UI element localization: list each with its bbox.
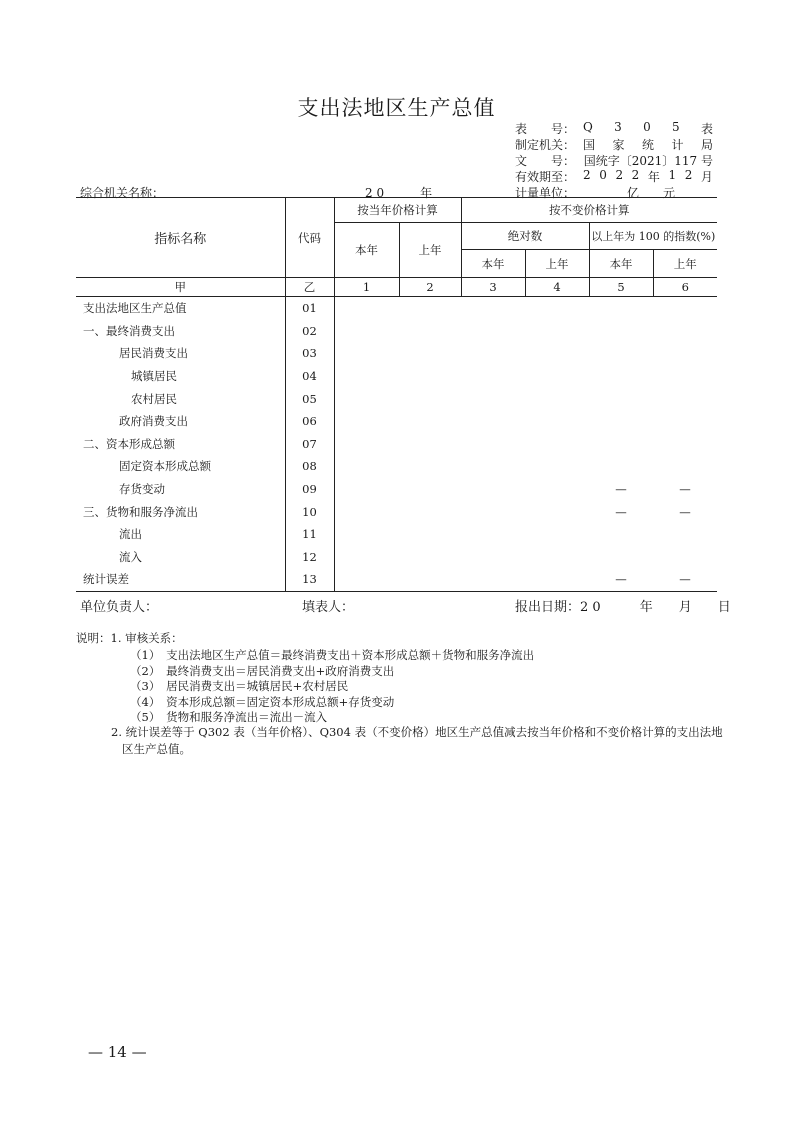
row-value-col-1 xyxy=(334,387,399,410)
valid_value-char: 2 xyxy=(615,168,624,182)
col-num-3: 3 xyxy=(461,278,525,297)
row-value-col-2 xyxy=(399,320,461,343)
row-indicator-name: 流出 xyxy=(119,527,142,542)
row-indicator-name: 政府消费支出 xyxy=(119,414,188,429)
table-row xyxy=(76,478,717,501)
valid-label: 有效期至： xyxy=(515,170,576,184)
unit-label: 计量单位： xyxy=(515,186,576,200)
valid_value-char: 2 xyxy=(631,168,640,182)
agency_value-char: 计 xyxy=(671,138,684,152)
row-code: 01 xyxy=(285,297,334,320)
row-value-col-3 xyxy=(461,387,525,410)
form-no-label: 表 号： xyxy=(515,122,576,136)
meta-agency xyxy=(515,136,713,153)
row-value-col-2 xyxy=(399,500,461,523)
row-value-col-5 xyxy=(589,433,653,456)
notes-items xyxy=(130,647,534,725)
row-code: 05 xyxy=(285,387,334,410)
row-value-col-1 xyxy=(334,320,399,343)
row-value-col-3 xyxy=(461,320,525,343)
report-date-value: 2 0 年 月 日 xyxy=(580,600,731,615)
row-value-col-1 xyxy=(334,297,399,320)
row-value-col-5 xyxy=(589,455,653,478)
agency_value-char: 国 xyxy=(583,138,596,152)
table-row xyxy=(76,546,717,569)
valid_value-char: 2 xyxy=(684,168,693,182)
meta-valid-until xyxy=(515,168,713,185)
table-row xyxy=(76,455,717,478)
row-value-col-1 xyxy=(334,455,399,478)
page-number: — 14 — xyxy=(88,1043,147,1061)
row-code: 11 xyxy=(285,523,334,546)
form_no_value-char: Q xyxy=(583,120,593,134)
row-code: 06 xyxy=(285,410,334,433)
table-row xyxy=(76,320,717,343)
org-name-label: 综合机关名称： xyxy=(80,186,165,200)
row-value-col-6: — xyxy=(679,504,691,519)
row-value-col-5: — xyxy=(615,504,627,519)
row-value-col-4 xyxy=(525,410,589,433)
row-value-col-3 xyxy=(461,546,525,569)
row-indicator-name: 农村居民 xyxy=(131,391,177,406)
report-year: 2 0 年 xyxy=(365,186,433,200)
row-code: 09 xyxy=(285,478,334,501)
row-value-col-4 xyxy=(525,546,589,569)
note-item: （3） 居民消费支出＝城镇居民+农村居民 xyxy=(130,679,349,693)
row-indicator-name: 固定资本形成总额 xyxy=(119,459,211,474)
row-value-col-4 xyxy=(525,342,589,365)
row-value-col-6 xyxy=(653,455,717,478)
header-abs-last-year: 上年 xyxy=(525,250,589,278)
row-value-col-3 xyxy=(461,568,525,591)
table-row xyxy=(76,387,717,410)
row-value-col-2 xyxy=(399,568,461,591)
row-value-col-2 xyxy=(399,523,461,546)
col-num-1: 1 xyxy=(334,278,399,297)
row-value-col-1 xyxy=(334,433,399,456)
row-value-col-2 xyxy=(399,546,461,569)
row-value-col-6: — xyxy=(679,482,691,497)
unit-leader-label: 单位负责人： xyxy=(80,600,159,615)
row-value-col-5: — xyxy=(589,568,653,591)
row-value-col-4 xyxy=(525,500,589,523)
row-code: 07 xyxy=(285,433,334,456)
row-value-col-5 xyxy=(589,546,653,569)
row-value-col-6 xyxy=(653,297,717,320)
header-current-price: 按当年价格计算 xyxy=(334,198,461,223)
agency_value-char: 家 xyxy=(612,138,625,152)
valid_value-char: 0 xyxy=(599,168,607,182)
col-num-4: 4 xyxy=(525,278,589,297)
header-absolute: 绝对数 xyxy=(461,223,589,250)
table-row xyxy=(76,500,717,523)
valid_value-char: 月 xyxy=(700,170,713,184)
row-indicator-name: 三、货物和服务净流出 xyxy=(83,504,198,519)
header-indicator: 指标名称 xyxy=(76,198,285,278)
row-value-col-6 xyxy=(653,433,717,456)
unit-value: 亿 元 xyxy=(627,186,676,200)
row-value-col-3 xyxy=(461,523,525,546)
note-item: （4） 资本形成总额＝固定资本形成总额+存货变动 xyxy=(130,694,395,709)
col-num-jia: 甲 xyxy=(76,278,285,297)
table-row xyxy=(76,365,717,388)
row-value-col-3 xyxy=(461,365,525,388)
row-value-col-6 xyxy=(653,410,717,433)
row-value-col-5 xyxy=(589,320,653,343)
row-value-col-4 xyxy=(525,568,589,591)
meta-form-no xyxy=(515,120,713,137)
agency-label: 制定机关： xyxy=(515,138,576,152)
form_no_value-char: 5 xyxy=(672,120,680,134)
row-code: 02 xyxy=(285,320,334,343)
row-indicator-name: 支出法地区生产总值 xyxy=(83,301,187,316)
row-code: 13 xyxy=(285,568,334,591)
row-value-col-1 xyxy=(334,365,399,388)
row-indicator-name: 一、最终消费支出 xyxy=(83,323,175,338)
row-value-col-5 xyxy=(589,410,653,433)
header-constant-price: 按不变价格计算 xyxy=(461,198,717,223)
row-value-col-3 xyxy=(461,342,525,365)
row-value-col-6 xyxy=(653,546,717,569)
row-indicator-name: 存货变动 xyxy=(119,482,165,497)
row-value-col-5 xyxy=(589,523,653,546)
row-value-col-4 xyxy=(525,478,589,501)
row-value-col-2 xyxy=(399,342,461,365)
header-abs-this-year: 本年 xyxy=(461,250,525,278)
column-number-row xyxy=(76,278,717,297)
row-value-col-3 xyxy=(461,433,525,456)
row-indicator-name: 统计误差 xyxy=(76,568,285,591)
note-item: （1） 支出法地区生产总值＝最终消费支出＋资本形成总额＋货物和服务净流出 xyxy=(130,648,535,662)
meta-doc-no xyxy=(515,152,713,169)
agency_value-char: 局 xyxy=(700,138,713,152)
row-value-col-2 xyxy=(399,410,461,433)
filler-label: 填表人： xyxy=(302,600,355,615)
table-row xyxy=(76,523,717,546)
col-num-2: 2 xyxy=(399,278,461,297)
row-value-col-5: — xyxy=(615,482,627,497)
row-indicator-name: 城镇居民 xyxy=(131,369,177,384)
header-current-this-year: 本年 xyxy=(334,223,399,278)
row-value-col-6: — xyxy=(653,568,717,591)
row-value-col-6 xyxy=(653,320,717,343)
valid_value-char: 2 xyxy=(583,168,591,182)
row-value-col-6 xyxy=(653,523,717,546)
row-value-col-1 xyxy=(334,500,399,523)
row-value-col-2 xyxy=(399,455,461,478)
row-code: 12 xyxy=(285,546,334,569)
agency_value-char: 统 xyxy=(641,138,654,152)
row-value-col-6 xyxy=(653,365,717,388)
table-row xyxy=(76,297,717,320)
table-row xyxy=(76,342,717,365)
row-value-col-6 xyxy=(653,387,717,410)
form_no_value-char: 0 xyxy=(643,120,651,134)
row-value-col-5 xyxy=(589,342,653,365)
row-value-col-2 xyxy=(399,297,461,320)
col-num-6: 6 xyxy=(653,278,717,297)
row-value-col-1 xyxy=(334,546,399,569)
row-value-col-5 xyxy=(589,365,653,388)
row-value-col-3 xyxy=(461,478,525,501)
form_no_value-char: 3 xyxy=(614,120,622,134)
header-current-last-year: 上年 xyxy=(399,223,461,278)
col-num-5: 5 xyxy=(589,278,653,297)
row-value-col-3 xyxy=(461,500,525,523)
row-value-col-1 xyxy=(334,410,399,433)
note-2-line1: 2. 统计误差等于 Q302 表（当年价格）、Q304 表（不变价格）地区生产总值减去按当年价格和不变价格计算的支出法地 xyxy=(111,725,723,739)
doc-label: 文 号： xyxy=(515,154,576,168)
row-code: 10 xyxy=(285,500,334,523)
row-value-col-5 xyxy=(589,297,653,320)
row-value-col-6 xyxy=(653,342,717,365)
row-indicator-name: 流入 xyxy=(119,549,142,564)
row-indicator-name: 居民消费支出 xyxy=(119,346,188,361)
header-index-last-year: 上年 xyxy=(653,250,717,278)
table-row xyxy=(76,410,717,433)
row-value-col-4 xyxy=(525,523,589,546)
note-item: （2） 最终消费支出＝居民消费支出+政府消费支出 xyxy=(130,663,395,678)
doc-value: 国统字〔2021〕117 号 xyxy=(583,154,713,168)
row-value-col-2 xyxy=(399,433,461,456)
notes-intro: 说明：1. 审核关系： xyxy=(76,631,183,645)
row-value-col-4 xyxy=(525,455,589,478)
row-code: 03 xyxy=(285,342,334,365)
row-code: 04 xyxy=(285,365,334,388)
data-table xyxy=(76,197,717,592)
row-value-col-4 xyxy=(525,387,589,410)
table-row xyxy=(76,568,717,591)
note-item: （5） 货物和服务净流出＝流出－流入 xyxy=(130,710,328,724)
row-value-col-5 xyxy=(589,387,653,410)
row-code: 08 xyxy=(285,455,334,478)
form_no_value-char: 表 xyxy=(700,122,713,136)
page-title: 支出法地区生产总值 xyxy=(297,96,496,120)
header-code: 代码 xyxy=(285,198,334,278)
header-index: 以上年为 100 的指数(%) xyxy=(589,223,717,250)
row-value-col-1 xyxy=(334,568,399,591)
row-value-col-1 xyxy=(334,342,399,365)
row-value-col-4 xyxy=(525,320,589,343)
report-date-label: 报出日期： xyxy=(515,600,581,615)
table-row xyxy=(76,433,717,456)
note-2-line2: 区生产总值。 xyxy=(122,742,191,756)
row-value-col-4 xyxy=(525,433,589,456)
row-value-col-2 xyxy=(399,387,461,410)
row-indicator-name: 二、资本形成总额 xyxy=(83,436,175,451)
row-value-col-2 xyxy=(399,478,461,501)
row-value-col-3 xyxy=(461,455,525,478)
row-value-col-1 xyxy=(334,478,399,501)
valid_value-char: 1 xyxy=(668,168,677,182)
row-value-col-4 xyxy=(525,365,589,388)
valid_value-char: 年 xyxy=(647,170,660,184)
col-num-yi: 乙 xyxy=(285,278,334,297)
header-index-this-year: 本年 xyxy=(589,250,653,278)
row-value-col-3 xyxy=(461,410,525,433)
report-date xyxy=(515,596,731,615)
row-value-col-1 xyxy=(334,523,399,546)
row-value-col-3 xyxy=(461,297,525,320)
row-value-col-2 xyxy=(399,365,461,388)
row-value-col-4 xyxy=(525,297,589,320)
